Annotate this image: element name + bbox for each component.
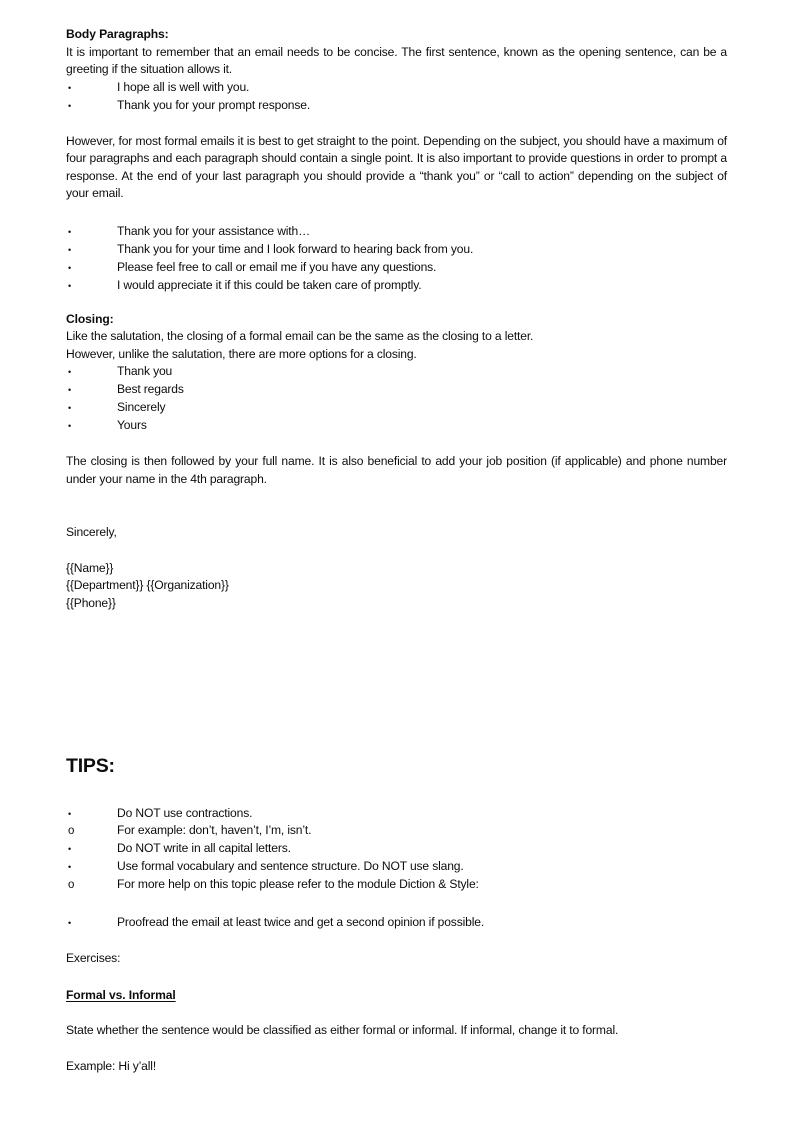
spacer [66,295,727,311]
bullet-dot-icon: • [68,367,72,378]
bullet-dot-icon: • [68,403,72,414]
bullet-dot-icon: • [68,421,72,432]
spacer [66,1040,727,1058]
tips-final-list [66,914,727,932]
document-content [66,26,727,1075]
list-item [66,822,727,840]
tips-list [66,805,727,895]
list-item [66,259,727,277]
closing-heading: Closing: [66,311,114,326]
bullet-dot-icon: • [68,82,72,93]
signature-name: {{Name}} [66,560,114,575]
body-paragraphs-heading: Body Paragraphs: [66,27,169,41]
bullet-dot-icon: • [68,918,72,929]
list-item-label: For more help on this topic please refer to the module Diction & Style: [117,877,479,892]
body-paragraphs-intro: It is important to remember that an email needs to be concise. The first sentence, known as the opening sentence, can be a greeting if the situation allows it. [66,44,727,77]
closing-line-2: However, unlike the salutation, there are more options for a closing. [66,346,417,361]
spacer [66,542,727,560]
list-item [66,840,727,858]
bullet-dot-icon: • [68,844,72,855]
exercises-example: Example: Hi y’all! [66,1058,157,1073]
list-item [66,79,727,97]
spacer [66,932,727,950]
tips-heading: TIPS: [66,754,115,777]
opening-examples-list [66,79,727,115]
list-item-label: Do NOT use contractions. [117,805,253,820]
list-item [66,417,727,435]
bullet-dot-icon: • [68,808,72,819]
list-item-label: Thank you [117,364,173,379]
exercises-instruction: State whether the sentence would be classified as either formal or informal. If informal, change it to formal. [66,1023,619,1038]
closing-examples-list [66,223,727,295]
closing-line-1: Like the salutation, the closing of a formal email can be the same as the closing to a letter. [66,329,534,344]
list-item-label: Proofread the email at least twice and get a second opinion if possible. [117,915,485,930]
list-item-label: For example: don’t, haven’t, I’m, isn’t. [117,823,312,838]
list-item-label: Yours [117,418,147,433]
exercises-heading: Exercises: [66,951,121,965]
list-item-label: Sincerely [117,400,166,415]
list-item [66,241,727,259]
list-item [66,876,727,894]
list-item-label: Do NOT write in all capital letters. [117,841,291,856]
bullet-dot-icon: • [68,100,72,111]
list-item-label: Thank you for your prompt response. [117,97,311,112]
spacer [66,203,727,223]
list-item-label: Use formal vocabulary and sentence structure. Do NOT use slang. [117,859,464,874]
spacer [66,115,727,133]
list-item [66,277,727,295]
exercises-subheading-row [66,986,727,1005]
list-item [66,914,727,932]
list-item-label: Best regards [117,382,184,397]
list-item-label: Please feel free to call or email me if you have any questions. [117,259,437,274]
closing-options-list [66,363,727,435]
list-item [66,805,727,823]
bullet-dot-icon: • [68,862,72,873]
closing-note: The closing is then followed by your full name. It is also beneficial to add your job position (if applicable) and phone number under your name in the 4th paragraph. [66,454,727,486]
exercises-subheading: Formal vs. Informal [66,987,176,1002]
list-item [66,97,727,115]
list-item-label: Thank you for your assistance with… [117,223,311,238]
spacer [66,779,727,805]
list-item [66,381,727,399]
spacer [66,488,727,524]
list-item-label: I would appreciate it if this could be taken care of promptly. [117,277,422,292]
list-item [66,363,727,381]
bullet-circle-icon: o [68,879,75,892]
spacer [66,968,727,986]
bullet-dot-icon: • [68,226,72,237]
bullet-circle-icon: o [68,825,75,838]
list-item-label: I hope all is well with you. [117,79,250,94]
spacer [66,435,727,453]
list-item [66,399,727,417]
section-gap-spacer [66,613,727,753]
spacer [66,894,727,914]
bullet-dot-icon: • [68,244,72,255]
body-paragraphs-detail: However, for most formal emails it is best to get straight to the point. Depending on the subject, you should have a maximum of four paragraphs and each paragraph should contain a single point. It is also important to provide questions in order to prompt a response. At the end of your last paragraph you should provide a “thank you” or “call to action” depending on the subject of your email. [66,133,727,201]
bullet-dot-icon: • [68,262,72,273]
spacer [66,1004,727,1022]
list-item-label: Thank you for your time and I look forward to hearing back from you. [117,241,474,256]
signature-salutation: Sincerely, [66,525,117,540]
list-item [66,858,727,876]
list-item [66,223,727,241]
bullet-dot-icon: • [68,385,72,396]
signature-phone: {{Phone}} [66,595,116,610]
bullet-dot-icon: • [68,280,72,291]
signature-department-organization: {{Department}} {{Organization}} [66,578,229,593]
